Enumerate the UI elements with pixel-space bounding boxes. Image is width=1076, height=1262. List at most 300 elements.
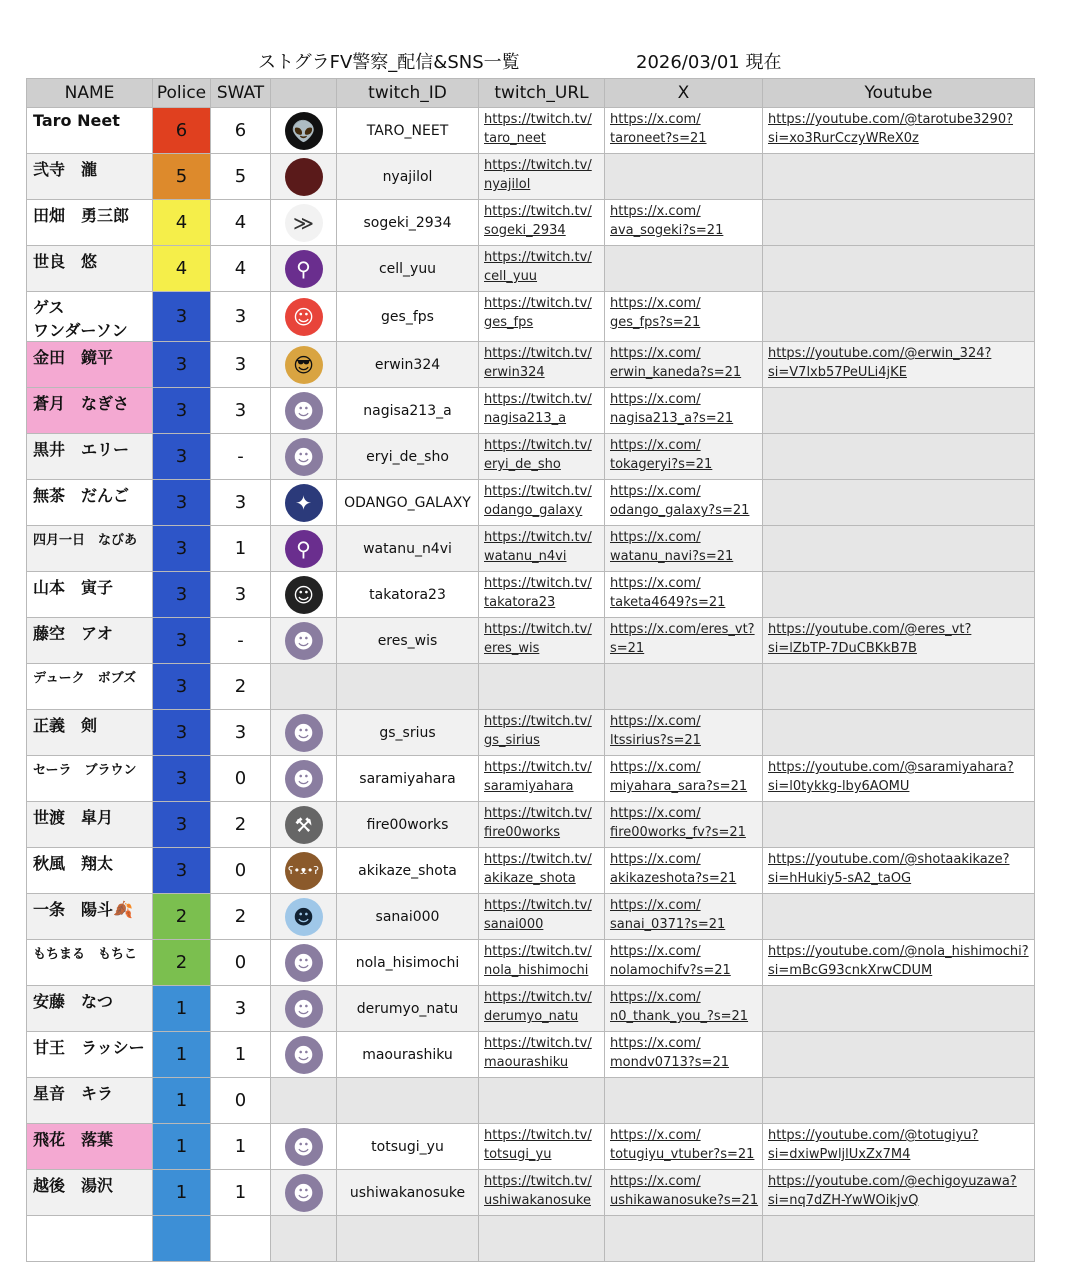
x-url-link-line[interactable]: https://x.com/ bbox=[610, 852, 701, 867]
twitch-url-link-line[interactable]: https://twitch.tv/ bbox=[484, 112, 592, 127]
x-url-link[interactable] bbox=[605, 986, 763, 1032]
swat-rank: 5 bbox=[211, 154, 271, 200]
x-url-link-line[interactable]: mondv0713?s=21 bbox=[610, 1055, 729, 1070]
col-police: Police bbox=[153, 79, 211, 108]
empty-cell bbox=[763, 894, 1035, 940]
table-row bbox=[27, 756, 1035, 802]
twitch-url-link-line[interactable]: https://twitch.tv/ bbox=[484, 250, 592, 265]
twitch-url-link-line[interactable]: https://twitch.tv/ bbox=[484, 204, 592, 219]
avatar-cell bbox=[271, 1170, 337, 1216]
avatar-cell bbox=[271, 388, 337, 434]
twitch-url-link[interactable] bbox=[479, 1170, 605, 1216]
twitch-url-link[interactable] bbox=[479, 1124, 605, 1170]
empty-cell bbox=[763, 572, 1035, 618]
x-url-link-line[interactable]: https://x.com/ bbox=[610, 760, 701, 775]
twitch-url-link-line[interactable]: akikaze_shota bbox=[484, 871, 576, 886]
name-text: 正義 剣 bbox=[33, 716, 98, 735]
avatar-cell bbox=[271, 108, 337, 154]
name-text: 田畑 勇三郎 bbox=[33, 206, 130, 225]
empty-cell bbox=[763, 292, 1035, 342]
twitch-url-link[interactable] bbox=[479, 618, 605, 664]
swat-rank: 3 bbox=[211, 710, 271, 756]
table-row bbox=[27, 1216, 1035, 1262]
avatar-cell bbox=[271, 342, 337, 388]
twitch-id: erwin324 bbox=[337, 342, 479, 388]
swat-rank: 0 bbox=[211, 940, 271, 986]
table-row bbox=[27, 1124, 1035, 1170]
youtube-url-link-line[interactable]: si=V7lxb57PeULi4jKE bbox=[768, 365, 907, 380]
name-cell bbox=[27, 1216, 153, 1262]
table-row bbox=[27, 434, 1035, 480]
twitch-url-link-line[interactable]: erwin324 bbox=[484, 365, 545, 380]
police-rank: 3 bbox=[153, 572, 211, 618]
name-text-line2: ワンダーソン bbox=[33, 321, 128, 340]
twitch-url-link-line[interactable]: ges_fps bbox=[484, 315, 534, 330]
twitch-id: gs_srius bbox=[337, 710, 479, 756]
twitch-id: totsugi_yu bbox=[337, 1124, 479, 1170]
avatar-cell bbox=[271, 894, 337, 940]
table-row bbox=[27, 710, 1035, 756]
twitch-url-link-line[interactable]: cell_yuu bbox=[484, 269, 538, 284]
youtube-url-link-line[interactable]: si=mBcG93cnkXrwCDUM bbox=[768, 963, 933, 978]
x-url-link-line[interactable]: fire00works_fv?s=21 bbox=[610, 825, 746, 840]
twitch-url-link-line[interactable]: https://twitch.tv/ bbox=[484, 852, 592, 867]
x-url-link-line[interactable]: https://x.com/ bbox=[610, 484, 701, 499]
x-url-link-line[interactable]: https://x.com/ bbox=[610, 346, 701, 361]
twitch-url-link-line[interactable]: https://twitch.tv/ bbox=[484, 346, 592, 361]
twitch-url-link[interactable] bbox=[479, 1032, 605, 1078]
twitch-url-link-line[interactable]: eres_wis bbox=[484, 641, 540, 656]
empty-cell bbox=[763, 388, 1035, 434]
table-row bbox=[27, 940, 1035, 986]
x-url-link-line[interactable]: erwin_kaneda?s=21 bbox=[610, 365, 742, 380]
twitch-id: TARO_NEET bbox=[337, 108, 479, 154]
x-url-link-line[interactable]: tokageryi?s=21 bbox=[610, 457, 713, 472]
x-url-link[interactable] bbox=[605, 342, 763, 388]
avatar-portrait-icon: ☻ bbox=[285, 438, 323, 476]
table-row bbox=[27, 246, 1035, 292]
empty-cell bbox=[479, 664, 605, 710]
name-cell bbox=[27, 480, 153, 526]
twitch-url-link-line[interactable]: takatora23 bbox=[484, 595, 556, 610]
empty-cell bbox=[763, 710, 1035, 756]
police-rank: 3 bbox=[153, 292, 211, 342]
table-row bbox=[27, 108, 1035, 154]
name-cell bbox=[27, 154, 153, 200]
twitch-url-link-line[interactable]: ushiwakanosuke bbox=[484, 1193, 591, 1208]
twitch-url-link[interactable] bbox=[479, 388, 605, 434]
x-url-link-line[interactable]: https://x.com/ bbox=[610, 530, 701, 545]
x-url-link-line[interactable]: https://x.com/eres_vt? bbox=[610, 622, 755, 637]
x-url-link[interactable] bbox=[605, 388, 763, 434]
twitch-url-link[interactable] bbox=[479, 480, 605, 526]
twitch-url-link-line[interactable]: maourashiku bbox=[484, 1055, 569, 1070]
twitch-url-link-line[interactable]: https://twitch.tv/ bbox=[484, 484, 592, 499]
x-url-link-line[interactable]: https://x.com/ bbox=[610, 576, 701, 591]
police-rank: 3 bbox=[153, 526, 211, 572]
x-url-link-line[interactable]: taketa4649?s=21 bbox=[610, 595, 726, 610]
avatar-cell bbox=[271, 1124, 337, 1170]
twitch-url-link-line[interactable]: taro_neet bbox=[484, 131, 546, 146]
table-row bbox=[27, 388, 1035, 434]
x-url-link[interactable] bbox=[605, 894, 763, 940]
name-cell bbox=[27, 292, 153, 342]
swat-rank: 3 bbox=[211, 292, 271, 342]
x-url-link-line[interactable]: https://x.com/ bbox=[610, 1174, 701, 1189]
youtube-url-link-line[interactable]: si=dxiwPwljlUxZx7M4 bbox=[768, 1147, 911, 1162]
name-cell bbox=[27, 526, 153, 572]
twitch-id: watanu_n4vi bbox=[337, 526, 479, 572]
twitch-url-link[interactable] bbox=[479, 200, 605, 246]
avatar-portrait-icon: ☻ bbox=[285, 1036, 323, 1074]
twitch-url-link[interactable] bbox=[479, 246, 605, 292]
x-url-link[interactable] bbox=[605, 434, 763, 480]
twitch-url-link[interactable] bbox=[479, 292, 605, 342]
twitch-url-link[interactable] bbox=[479, 756, 605, 802]
swat-rank: 1 bbox=[211, 1170, 271, 1216]
x-url-link[interactable] bbox=[605, 756, 763, 802]
table-row bbox=[27, 292, 1035, 342]
x-url-link[interactable] bbox=[605, 1032, 763, 1078]
x-url-link[interactable] bbox=[605, 572, 763, 618]
x-url-link-line[interactable]: n0_thank_you_?s=21 bbox=[610, 1009, 749, 1024]
empty-cell bbox=[763, 1078, 1035, 1124]
x-url-link-line[interactable]: akikazeshota?s=21 bbox=[610, 871, 737, 886]
name-cell bbox=[27, 572, 153, 618]
x-url-link[interactable] bbox=[605, 292, 763, 342]
x-url-link-line[interactable]: https://x.com/ bbox=[610, 806, 701, 821]
twitch-url-link[interactable] bbox=[479, 108, 605, 154]
empty-cell bbox=[763, 480, 1035, 526]
avatar-cell bbox=[271, 1216, 337, 1262]
swat-rank bbox=[211, 1216, 271, 1262]
twitch-url-link[interactable] bbox=[479, 894, 605, 940]
avatar-portrait-icon: ☻ bbox=[285, 392, 323, 430]
youtube-url-link-line[interactable]: https://youtube.com/@tarotube3290? bbox=[768, 112, 1013, 127]
twitch-url-link-line[interactable]: https://twitch.tv/ bbox=[484, 576, 592, 591]
table-row bbox=[27, 802, 1035, 848]
table-row bbox=[27, 618, 1035, 664]
twitch-url-link-line[interactable]: sanai000 bbox=[484, 917, 544, 932]
name-text: 一条 陽斗🍂 bbox=[33, 900, 133, 919]
x-url-link[interactable] bbox=[605, 480, 763, 526]
youtube-url-link-line[interactable]: si=nq7dZH-YwWOikjvQ bbox=[768, 1193, 919, 1208]
avatar-cell bbox=[271, 986, 337, 1032]
x-url-link-line[interactable]: odango_galaxy?s=21 bbox=[610, 503, 750, 518]
name-cell bbox=[27, 802, 153, 848]
youtube-url-link-line[interactable]: https://youtube.com/@saramiyahara? bbox=[768, 760, 1014, 775]
youtube-url-link[interactable] bbox=[763, 618, 1035, 664]
name-text: 弐寺 瀧 bbox=[33, 160, 98, 179]
name-text: 金田 鏡平 bbox=[33, 348, 114, 367]
name-text: 蒼月 なぎさ bbox=[33, 394, 130, 413]
x-url-link-line[interactable]: https://x.com/ bbox=[610, 944, 701, 959]
table-row bbox=[27, 526, 1035, 572]
swat-rank: - bbox=[211, 618, 271, 664]
x-url-link[interactable] bbox=[605, 940, 763, 986]
twitch-url-link-line[interactable]: eryi_de_sho bbox=[484, 457, 561, 472]
swat-rank: 2 bbox=[211, 802, 271, 848]
youtube-url-link-line[interactable]: https://youtube.com/@erwin_324? bbox=[768, 346, 992, 361]
police-rank: 2 bbox=[153, 894, 211, 940]
twitch-url-link-line[interactable]: nola_hishimochi bbox=[484, 963, 589, 978]
empty-cell bbox=[479, 1216, 605, 1262]
youtube-url-link[interactable] bbox=[763, 1124, 1035, 1170]
table-row bbox=[27, 1170, 1035, 1216]
table-row bbox=[27, 154, 1035, 200]
twitch-url-link-line[interactable]: fire00works bbox=[484, 825, 561, 840]
swat-rank: 1 bbox=[211, 526, 271, 572]
col-x: X bbox=[605, 79, 763, 108]
avatar-cell bbox=[271, 154, 337, 200]
twitch-url-link-line[interactable]: https://twitch.tv/ bbox=[484, 898, 592, 913]
twitch-url-link-line[interactable]: watanu_n4vi bbox=[484, 549, 567, 564]
x-url-link-line[interactable]: https://x.com/ bbox=[610, 112, 701, 127]
table-row bbox=[27, 572, 1035, 618]
twitch-url-link-line[interactable]: https://twitch.tv/ bbox=[484, 760, 592, 775]
youtube-url-link[interactable] bbox=[763, 848, 1035, 894]
name-cell bbox=[27, 434, 153, 480]
twitch-url-link-line[interactable]: https://twitch.tv/ bbox=[484, 530, 592, 545]
x-url-link[interactable] bbox=[605, 200, 763, 246]
x-url-link-line[interactable]: ava_sogeki?s=21 bbox=[610, 223, 724, 238]
youtube-url-link[interactable] bbox=[763, 756, 1035, 802]
x-url-link-line[interactable]: ges_fps?s=21 bbox=[610, 315, 701, 330]
police-rank: 2 bbox=[153, 940, 211, 986]
x-url-link-line[interactable]: s=21 bbox=[610, 641, 645, 656]
police-rank: 3 bbox=[153, 710, 211, 756]
empty-cell bbox=[605, 1216, 763, 1262]
x-url-link-line[interactable]: taroneet?s=21 bbox=[610, 131, 707, 146]
avatar-cell bbox=[271, 1032, 337, 1078]
x-url-link-line[interactable]: https://x.com/ bbox=[610, 296, 701, 311]
name-cell bbox=[27, 664, 153, 710]
x-url-link[interactable] bbox=[605, 1170, 763, 1216]
police-rank: 1 bbox=[153, 1078, 211, 1124]
youtube-url-link-line[interactable]: si=hHukiy5-sA2_taOG bbox=[768, 871, 912, 886]
twitch-id: eres_wis bbox=[337, 618, 479, 664]
name-cell bbox=[27, 710, 153, 756]
name-text: 安藤 なつ bbox=[33, 992, 114, 1011]
x-url-link-line[interactable]: totugiyu_vtuber?s=21 bbox=[610, 1147, 755, 1162]
dark-circle-icon bbox=[285, 158, 323, 196]
roster-table bbox=[26, 78, 1035, 1262]
twitch-url-link-line[interactable]: odango_galaxy bbox=[484, 503, 583, 518]
twitch-url-link[interactable] bbox=[479, 342, 605, 388]
goggles-face-icon: ☻ bbox=[285, 898, 323, 936]
twitch-url-link-line[interactable]: nyajilol bbox=[484, 177, 531, 192]
police-rank: 1 bbox=[153, 1170, 211, 1216]
empty-cell bbox=[763, 154, 1035, 200]
chevron-logo-icon: ≫ bbox=[285, 204, 323, 242]
twitch-id: sogeki_2934 bbox=[337, 200, 479, 246]
twitch-url-link[interactable] bbox=[479, 848, 605, 894]
youtube-url-link[interactable] bbox=[763, 1170, 1035, 1216]
x-url-link-line[interactable]: https://x.com/ bbox=[610, 714, 701, 729]
avatar-cell bbox=[271, 710, 337, 756]
twitch-url-link[interactable] bbox=[479, 986, 605, 1032]
twitch-id: saramiyahara bbox=[337, 756, 479, 802]
avatar-portrait-icon: ☻ bbox=[285, 760, 323, 798]
empty-cell bbox=[763, 802, 1035, 848]
col-name: NAME bbox=[27, 79, 153, 108]
table-row bbox=[27, 848, 1035, 894]
x-url-link-line[interactable]: https://x.com/ bbox=[610, 204, 701, 219]
youtube-url-link-line[interactable]: si=xo3RurCczyWReX0z bbox=[768, 131, 919, 146]
empty-cell bbox=[763, 526, 1035, 572]
name-text: 世渡 皐月 bbox=[33, 808, 114, 827]
twitch-id: fire00works bbox=[337, 802, 479, 848]
name-text: 飛花 落葉 bbox=[33, 1130, 114, 1149]
x-url-link-line[interactable]: miyahara_sara?s=21 bbox=[610, 779, 748, 794]
avatar-portrait-icon: ☻ bbox=[285, 714, 323, 752]
empty-cell bbox=[763, 1032, 1035, 1078]
x-url-link-line[interactable]: https://x.com/ bbox=[610, 990, 701, 1005]
police-rank: 3 bbox=[153, 756, 211, 802]
avatar-portrait-icon: ☻ bbox=[285, 1174, 323, 1212]
name-text: 世良 悠 bbox=[33, 252, 98, 271]
avatar-cell bbox=[271, 572, 337, 618]
name-cell bbox=[27, 200, 153, 246]
name-cell bbox=[27, 1032, 153, 1078]
youtube-url-link[interactable] bbox=[763, 940, 1035, 986]
x-url-link-line[interactable]: https://x.com/ bbox=[610, 898, 701, 913]
twitch-id: nyajilol bbox=[337, 154, 479, 200]
twitch-id: ushiwakanosuke bbox=[337, 1170, 479, 1216]
twitch-url-link-line[interactable]: https://twitch.tv/ bbox=[484, 1174, 592, 1189]
galaxy-logo-icon: ✦ bbox=[285, 484, 323, 522]
avatar-cell bbox=[271, 848, 337, 894]
x-url-link-line[interactable]: ltssirius?s=21 bbox=[610, 733, 701, 748]
police-rank: 5 bbox=[153, 154, 211, 200]
twitch-url-link[interactable] bbox=[479, 154, 605, 200]
name-cell bbox=[27, 246, 153, 292]
swat-rank: 4 bbox=[211, 246, 271, 292]
twitch-id: derumyo_natu bbox=[337, 986, 479, 1032]
twitch-url-link-line[interactable]: saramiyahara bbox=[484, 779, 574, 794]
empty-cell bbox=[763, 986, 1035, 1032]
empty-cell bbox=[763, 664, 1035, 710]
twitch-url-link-line[interactable]: https://twitch.tv/ bbox=[484, 392, 592, 407]
twitch-url-link-line[interactable]: https://twitch.tv/ bbox=[484, 944, 592, 959]
twitch-url-link-line[interactable]: derumyo_natu bbox=[484, 1009, 579, 1024]
x-url-link-line[interactable]: https://x.com/ bbox=[610, 438, 701, 453]
police-rank: 1 bbox=[153, 1124, 211, 1170]
empty-cell bbox=[605, 154, 763, 200]
youtube-url-link-line[interactable]: https://youtube.com/@totugiyu? bbox=[768, 1128, 979, 1143]
empty-cell bbox=[479, 1078, 605, 1124]
twitch-url-link[interactable] bbox=[479, 940, 605, 986]
twitch-url-link[interactable] bbox=[479, 526, 605, 572]
x-url-link-line[interactable]: https://x.com/ bbox=[610, 1128, 701, 1143]
x-url-link[interactable] bbox=[605, 802, 763, 848]
police-rank: 4 bbox=[153, 200, 211, 246]
x-url-link-line[interactable]: nagisa213_a?s=21 bbox=[610, 411, 734, 426]
twitch-url-link-line[interactable]: https://twitch.tv/ bbox=[484, 622, 592, 637]
youtube-url-link-line[interactable]: si=lZbTP-7DuCBKkB7B bbox=[768, 641, 917, 656]
twitch-url-link-line[interactable]: https://twitch.tv/ bbox=[484, 806, 592, 821]
twitch-url-link-line[interactable]: https://twitch.tv/ bbox=[484, 1128, 592, 1143]
sunglasses-face-icon: 😎 bbox=[285, 346, 323, 384]
x-url-link-line[interactable]: https://x.com/ bbox=[610, 1036, 701, 1051]
youtube-url-link-line[interactable]: https://youtube.com/@nola_hishimochi? bbox=[768, 944, 1029, 959]
swat-rank: 3 bbox=[211, 388, 271, 434]
twitch-url-link-line[interactable]: https://twitch.tv/ bbox=[484, 1036, 592, 1051]
swat-rank: 1 bbox=[211, 1124, 271, 1170]
x-url-link-line[interactable]: https://x.com/ bbox=[610, 392, 701, 407]
x-url-link-line[interactable]: watanu_navi?s=21 bbox=[610, 549, 734, 564]
x-url-link[interactable] bbox=[605, 618, 763, 664]
name-cell bbox=[27, 894, 153, 940]
avatar-cell bbox=[271, 434, 337, 480]
name-text: 越後 湯沢 bbox=[33, 1176, 114, 1195]
twitch-url-link-line[interactable]: https://twitch.tv/ bbox=[484, 296, 592, 311]
x-url-link-line[interactable]: nolamochifv?s=21 bbox=[610, 963, 731, 978]
table-row bbox=[27, 986, 1035, 1032]
twitch-url-link-line[interactable]: https://twitch.tv/ bbox=[484, 990, 592, 1005]
twitch-url-link-line[interactable]: https://twitch.tv/ bbox=[484, 438, 592, 453]
avatar-cell bbox=[271, 618, 337, 664]
avatar-cell bbox=[271, 1078, 337, 1124]
clown-face-icon: ☺ bbox=[285, 298, 323, 336]
x-url-link-line[interactable]: sanai_0371?s=21 bbox=[610, 917, 726, 932]
twitch-url-link-line[interactable]: totsugi_yu bbox=[484, 1147, 552, 1162]
avatar-cell bbox=[271, 246, 337, 292]
twitch-url-link-line[interactable]: https://twitch.tv/ bbox=[484, 158, 592, 173]
x-url-link[interactable] bbox=[605, 108, 763, 154]
name-cell bbox=[27, 1170, 153, 1216]
police-rank: 3 bbox=[153, 342, 211, 388]
youtube-url-link[interactable] bbox=[763, 108, 1035, 154]
twitch-url-link-line[interactable]: nagisa213_a bbox=[484, 411, 567, 426]
avatar-portrait-icon: ☻ bbox=[285, 944, 323, 982]
bear-face-icon: ʕ•ᴥ•ʔ bbox=[285, 852, 323, 890]
youtube-url-link-line[interactable]: https://youtube.com/@echigoyuzawa? bbox=[768, 1174, 1017, 1189]
swat-rank: - bbox=[211, 434, 271, 480]
youtube-url-link-line[interactable]: si=l0tykkg-lby6AOMU bbox=[768, 779, 910, 794]
police-rank: 3 bbox=[153, 434, 211, 480]
x-url-link-line[interactable]: ushikawanosuke?s=21 bbox=[610, 1193, 759, 1208]
youtube-url-link-line[interactable]: https://youtube.com/@eres_vt? bbox=[768, 622, 972, 637]
twitch-url-link[interactable] bbox=[479, 802, 605, 848]
x-url-link[interactable] bbox=[605, 526, 763, 572]
twitch-id bbox=[337, 1216, 479, 1262]
police-rank: 3 bbox=[153, 802, 211, 848]
twitch-id: nola_hisimochi bbox=[337, 940, 479, 986]
name-text: デューク ボブズ bbox=[33, 671, 137, 686]
x-url-link[interactable] bbox=[605, 710, 763, 756]
page-title: ストグラFV警察_配信&SNS一覧 bbox=[258, 52, 520, 73]
twitch-url-link-line[interactable]: gs_sirius bbox=[484, 733, 540, 748]
police-rank: 3 bbox=[153, 664, 211, 710]
x-url-link[interactable] bbox=[605, 1124, 763, 1170]
police-rank: 3 bbox=[153, 618, 211, 664]
swat-rank: 3 bbox=[211, 572, 271, 618]
twitch-url-link-line[interactable]: sogeki_2934 bbox=[484, 223, 566, 238]
twitch-url-link[interactable] bbox=[479, 710, 605, 756]
x-url-link[interactable] bbox=[605, 848, 763, 894]
twitch-id: eryi_de_sho bbox=[337, 434, 479, 480]
youtube-url-link[interactable] bbox=[763, 342, 1035, 388]
twitch-url-link[interactable] bbox=[479, 434, 605, 480]
empty-cell bbox=[763, 434, 1035, 480]
twitch-url-link-line[interactable]: https://twitch.tv/ bbox=[484, 714, 592, 729]
swat-rank: 0 bbox=[211, 848, 271, 894]
youtube-url-link-line[interactable]: https://youtube.com/@shotaakikaze? bbox=[768, 852, 1010, 867]
twitch-id: maourashiku bbox=[337, 1032, 479, 1078]
twitch-url-link[interactable] bbox=[479, 572, 605, 618]
swat-rank: 6 bbox=[211, 108, 271, 154]
